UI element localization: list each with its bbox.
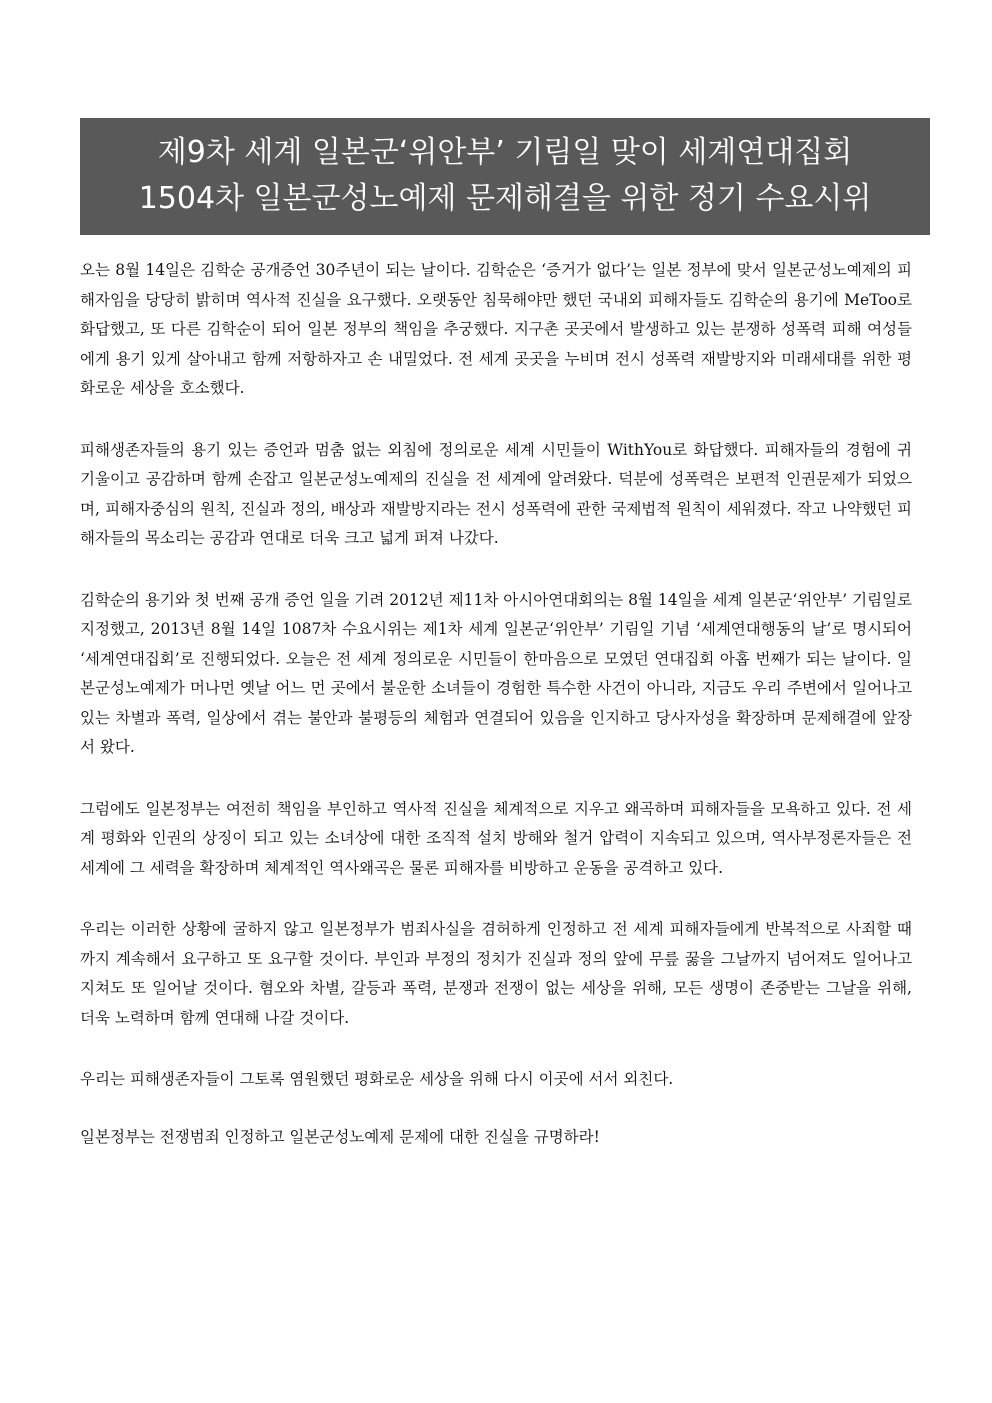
title-banner xyxy=(80,118,930,235)
paragraph-2: 피해생존자들의 용기 있는 증언과 멈춤 없는 외침에 정의로운 세계 시민들이 WithYou로 화답했다. 피해자들의 경험에 귀 기울이고 공감하며 함께 손잡고 일본군성노예제의 진실을 전 세계에 알려왔다. 덕분에 성폭력은 보편적 인권문제가 되었으며, 피해자중심의 원칙, 진실과 정의, 배상과 재발방지라는 전시 성폭력에 관한 국제법적 원칙이 세워졌다. 작고 나약했던 피해자들의 목소리는 공감과 연대로 더욱 크고 넓게 퍼져 나갔다. xyxy=(80,440,912,547)
page-title-line-2: 1504차 일본군성노예제 문제해결을 위한 정기 수요시위 xyxy=(138,181,872,216)
paragraph-4: 그럼에도 일본정부는 여전히 책임을 부인하고 역사적 진실을 체계적으로 지우고 왜곡하며 피해자들을 모욕하고 있다. 전 세계 평화와 인권의 상징이 되고 있는 소녀상에 대한 조직적 설치 방해와 철거 압력이 지속되고 있으며, 역사부정론자들은 전 세계에 그 세력을 확장하며 체계적인 역사왜곡은 물론 피해자를 비방하고 운동을 공격하고 있다. xyxy=(80,799,912,877)
paragraph-1: 오는 8월 14일은 김학순 공개증언 30주년이 되는 날이다. 김학순은 ‘증거가 없다’는 일본 정부에 맞서 일본군성노예제의 피해자임을 당당히 밝히며 역사적 진실을 요구했다. 오랫동안 침묵해야만 했던 국내외 피해자들도 김학순의 용기에 MeToo로 화답했고, 또 다른 김학순이 되어 일본 정부의 책임을 추궁했다. 지구촌 곳곳에서 발생하고 있는 분쟁하 성폭력 피해 여성들에게 용기 있게 살아내고 함께 저항하자고 손 내밀었다. 전 세계 곳곳을 누비며 전시 성폭력 재발방지와 미래세대를 위한 평화로운 세상을 호소했다. xyxy=(80,261,912,397)
paragraph-6: 우리는 피해생존자들이 그토록 염원했던 평화로운 세상을 위해 다시 이곳에 서서 외친다. xyxy=(80,1070,674,1088)
page-title-line-1: 제9차 세계 일본군‘위안부’ 기림일 맞이 세계연대집회 xyxy=(157,135,853,170)
closing-demand: 일본정부는 전쟁범죄 인정하고 일본군성노예제 문제에 대한 진실을 규명하라! xyxy=(80,1127,600,1146)
paragraph-3: 김학순의 용기와 첫 번째 공개 증언 일을 기려 2012년 제11차 아시아연대회의는 8월 14일을 세계 일본군‘위안부’ 기림일로 지정했고, 2013년 8월 14일 1087차 수요시위는 제1차 세계 일본군‘위안부’ 기림일 기념 ‘세계연대행동의 날’로 명시되어 ‘세계연대집회’로 진행되었다. 오늘은 전 세계 정의로운 시민들이 한마음으로 모였던 연대집회 아홉 번째가 되는 날이다. 일본군성노예제가 머나먼 옛날 어느 먼 곳에서 불운한 소녀들이 경험한 특수한 사건이 아니라, 지금도 우리 주변에서 일어나고 있는 차별과 폭력, 일상에서 겪는 불안과 불평등의 체험과 연결되어 있음을 인지하고 당사자성을 확장하며 문제해결에 앞장서 왔다. xyxy=(80,590,912,756)
statement-body xyxy=(80,256,912,1180)
paragraph-5: 우리는 이러한 상황에 굴하지 않고 일본정부가 범죄사실을 겸허하게 인정하고 전 세계 피해자들에게 반복적으로 사죄할 때까지 계속해서 요구하고 또 요구할 것이다. 부인과 부정의 정치가 진실과 정의 앞에 무릎 꿇을 그날까지 넘어져도 일어나고 지쳐도 또 일어날 것이다. 혐오와 차별, 갈등과 폭력, 분쟁과 전쟁이 없는 세상을 위해, 모든 생명이 존중받는 그날을 위해, 더욱 노력하며 함께 연대해 나갈 것이다. xyxy=(80,920,912,1027)
